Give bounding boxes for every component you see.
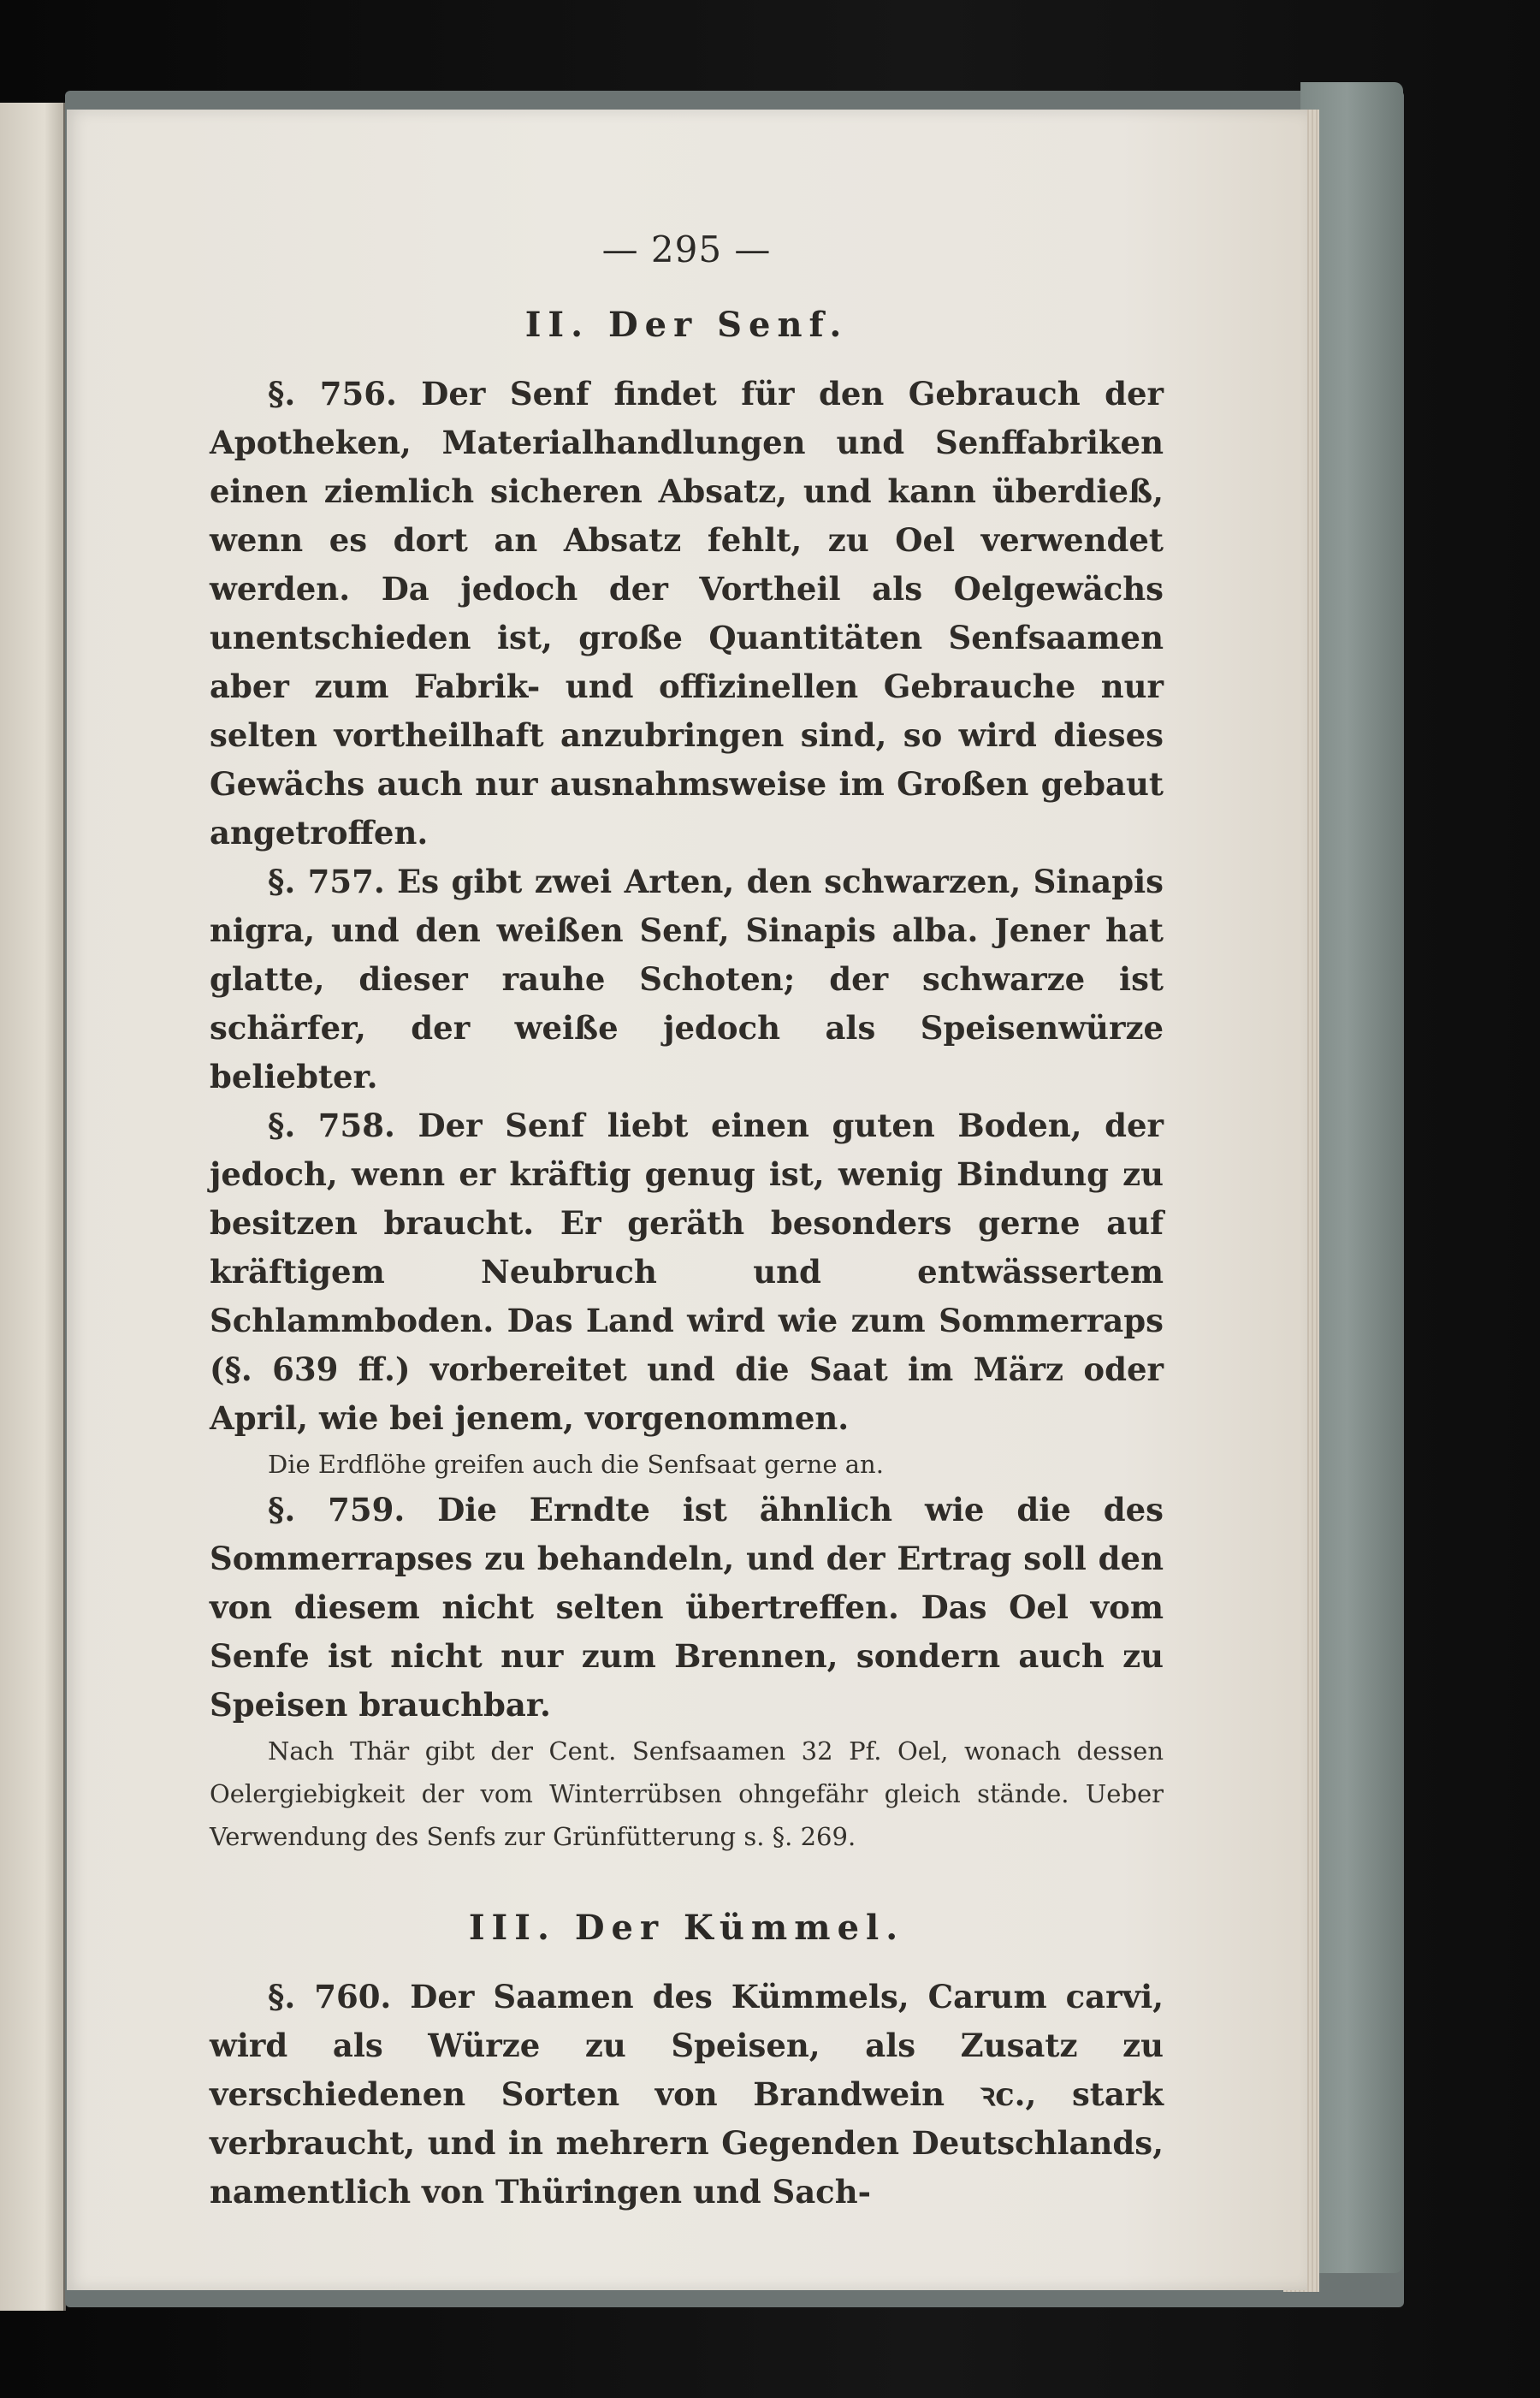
paragraph-758: §. 758. Der Senf liebt einen guten Boden, der jedoch, wenn er kräftig genug ist, wenig Bindung zu besitzen braucht. Er geräth besonders gerne auf kräftigem Neubruch und entwässertem Schlammboden. Das Land wird wie zum Sommerraps (§. 639 ff.) vorbereitet und die Saat im März oder April, wie bei jenem, vorgenommen. [210, 1107, 1164, 1437]
section-heading-senf: II. Der Senf. [524, 305, 849, 345]
paragraph-760: §. 760. Der Saamen des Kümmels, Carum carvi, wird als Würze zu Speisen, als Zusatz zu verschiedenen Sorten von Brandwein ꝛc., stark verbraucht, und in mehrern Gegenden Deutschlands, namentlich von Thüringen und Sach- [210, 1978, 1164, 2211]
footnote-erdfloehe: Die Erdflöhe greifen auch die Senfsaat gerne an. [268, 1450, 884, 1479]
section-heading-kuemmel: III. Der Kümmel. [468, 1908, 905, 1948]
page-number: — 295 — [601, 229, 772, 270]
paragraph-756: §. 756. Der Senf findet für den Gebrauch der Apotheken, Materialhandlungen und Senffabriken einen ziemlich sicheren Absatz, und kann überdieß, wenn es dort an Absatz fehlt, zu Oel verwendet werden. Da jedoch der Vortheil als Oelgewächs unentschieden ist, große Quantitäten Senfsaamen aber zum Fabrik- und offizinellen Gebrauche nur selten vortheilhaft anzubringen sind, so wird dieses Gewächs auch nur ausnahmsweise im Großen gebaut angetroffen. [210, 375, 1164, 852]
left-page-edge [0, 103, 66, 2311]
page-text [210, 224, 1164, 2217]
section-spacer [210, 1858, 1164, 1902]
paragraph-759: §. 759. Die Erndte ist ähnlich wie die des Sommerrapses zu behandeln, und der Ertrag soll den von diesem nicht selten übertreffen. Das Oel vom Senfe ist nicht nur zum Brennen, sondern auch zu Speisen brauchbar. [210, 1491, 1164, 1724]
footnote-thaer: Nach Thär gibt der Cent. Senfsaamen 32 Pf. Oel, wonach dessen Oelergiebigkeit der vom Winterrübsen ohngefähr gleich stände. Ueber Verwendung des Senfs zur Grünfütterung s. §. 269. [210, 1736, 1164, 1851]
paragraph-757: §. 757. Es gibt zwei Arten, den schwarzen, Sinapis nigra, und den weißen Senf, Sinapis alba. Jener hat glatte, dieser rauhe Schoten; der schwarze ist schärfer, der weiße jedoch als Speisenwürze beliebter. [210, 863, 1164, 1095]
